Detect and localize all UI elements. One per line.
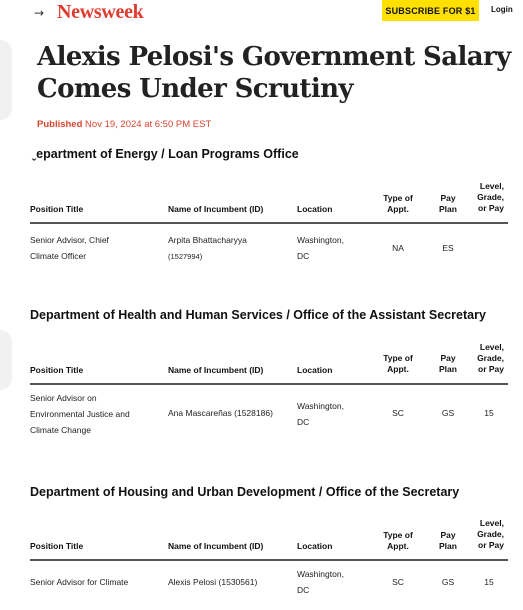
newsweek-logo[interactable]: Newsweek xyxy=(57,1,144,23)
cell-incumbent: Ana Mascareñas (1528186) xyxy=(168,408,273,418)
column-header-level xyxy=(466,518,504,551)
column-header-position: Position Title xyxy=(30,541,84,551)
header-text: Pay xyxy=(440,530,456,540)
cell-text: Washington, xyxy=(297,401,344,411)
cell-pay-plan: ES xyxy=(442,243,454,253)
header-text: Plan xyxy=(439,204,457,214)
cell-text: Arpita Bhattacharyya xyxy=(168,235,247,245)
login-link[interactable]: Login xyxy=(491,5,513,14)
header-text: Appt. xyxy=(387,204,409,214)
header-text: or Pay xyxy=(478,203,504,213)
cell-text: Senior Advisor on xyxy=(30,393,97,403)
cell-text: DC xyxy=(297,417,310,427)
column-header-location: Location xyxy=(297,365,333,375)
top-bar xyxy=(0,0,523,26)
header-text: Type of xyxy=(383,530,413,540)
cell-type: SC xyxy=(392,577,404,587)
column-header-type xyxy=(375,353,421,375)
header-text: Appt. xyxy=(387,364,409,374)
cell-text: DC xyxy=(297,251,310,261)
cell-position: Senior Advisor for Climate xyxy=(30,577,129,587)
cell-type: SC xyxy=(392,408,404,418)
header-text: Pay xyxy=(440,193,456,203)
article-headline xyxy=(37,41,517,105)
cell-pay-plan: GS xyxy=(441,408,455,418)
cell-location xyxy=(297,232,344,264)
column-header-pay-plan xyxy=(430,353,466,375)
header-text: Type of xyxy=(383,193,413,203)
column-header-incumbent: Name of Incumbent (ID) xyxy=(168,541,264,551)
header-text: Level, xyxy=(479,518,504,528)
header-text: Plan xyxy=(439,364,457,374)
cell-text: Climate Change xyxy=(30,425,91,435)
headline-line: Comes Under Scrutiny xyxy=(37,74,353,104)
column-header-level xyxy=(466,342,504,375)
cell-text: (1527994) xyxy=(168,252,203,261)
header-text: Appt. xyxy=(387,541,409,551)
subscribe-button[interactable]: SUBSCRIBE FOR $1 xyxy=(382,0,479,21)
cell-position xyxy=(30,232,109,264)
header-text: or Pay xyxy=(478,540,504,550)
column-header-pay-plan xyxy=(430,193,466,215)
cell-location xyxy=(297,566,344,598)
headline-line: Alexis Pelosi's Government Salary xyxy=(37,42,511,72)
cell-position xyxy=(30,390,130,438)
column-header-position: Position Title xyxy=(30,365,84,375)
menu-icon[interactable]: → xyxy=(34,6,45,20)
header-text: Plan xyxy=(439,541,457,551)
cell-level: 15 xyxy=(484,577,494,587)
column-header-level xyxy=(466,181,504,214)
cell-level: 15 xyxy=(484,408,494,418)
cell-text: Senior Advisor, Chief xyxy=(30,235,109,245)
column-header-incumbent: Name of Incumbent (ID) xyxy=(168,365,264,375)
cell-text: Washington, xyxy=(297,569,344,579)
column-header-type xyxy=(375,530,421,552)
table-divider xyxy=(30,222,508,224)
cell-location xyxy=(297,398,344,430)
column-header-incumbent: Name of Incumbent (ID) xyxy=(168,204,264,214)
published-label: Published xyxy=(37,119,83,130)
table-divider xyxy=(30,383,508,385)
header-text: or Pay xyxy=(478,364,504,374)
header-text: Grade, xyxy=(477,353,504,363)
header-text: Level, xyxy=(479,342,504,352)
edge-shade xyxy=(0,40,12,120)
published-timestamp: Nov 19, 2024 at 6:50 PM EST xyxy=(85,119,212,130)
header-text: Pay xyxy=(440,353,456,363)
cell-text: Climate Officer xyxy=(30,251,87,261)
column-header-pay-plan xyxy=(430,530,466,552)
header-text: Grade, xyxy=(477,529,504,539)
cell-pay-plan: GS xyxy=(441,577,455,587)
published-date xyxy=(37,119,211,130)
cell-text: Washington, xyxy=(297,235,344,245)
column-header-type xyxy=(375,193,421,215)
cell-incumbent: Alexis Pelosi (1530561) xyxy=(168,577,258,587)
cell-incumbent xyxy=(168,232,247,265)
cell-text: Environmental Justice and xyxy=(30,409,130,419)
header-text: Level, xyxy=(479,181,504,191)
table-divider xyxy=(30,559,508,561)
section-title: Department of Housing and Urban Development / Office of the Secretary xyxy=(30,485,460,499)
cell-type: NA xyxy=(392,243,404,253)
cell-text: DC xyxy=(297,585,310,595)
header-text: Grade, xyxy=(477,192,504,202)
column-header-location: Location xyxy=(297,204,333,214)
section-title: Department of Health and Human Services / Office of the Assistant Secretary xyxy=(30,308,486,322)
header-text: Type of xyxy=(383,353,413,363)
column-header-location: Location xyxy=(297,541,333,551)
section-title: ˬepartment of Energy / Loan Programs Office xyxy=(32,147,299,161)
column-header-position: Position Title xyxy=(30,204,84,214)
edge-shade xyxy=(0,330,12,390)
